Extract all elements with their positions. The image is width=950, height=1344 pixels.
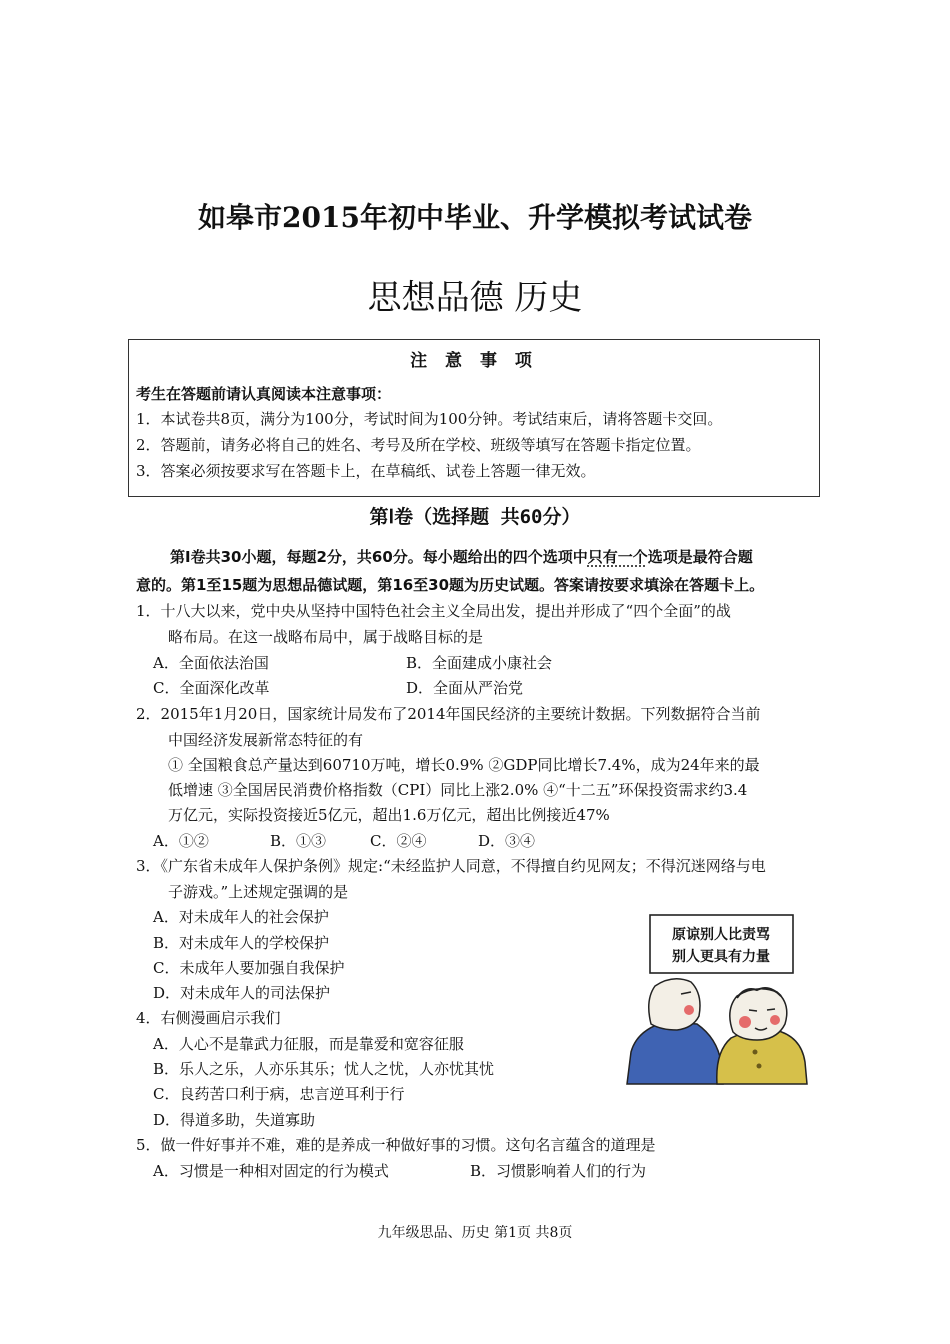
notice-item: 3．答案必须按要求写在答题卡上，在草稿纸、试卷上答题一律无效。 — [136, 462, 596, 480]
question-2-cont: ① 全国粮食总产量达到60710万吨，增长0.9% ②GDP同比增长7.4%，成为24年来的最 — [168, 756, 760, 774]
question-4: 4．右侧漫画启示我们 — [136, 1009, 281, 1027]
notice-title: 注 意 事 项 — [410, 351, 538, 371]
caption-line-1: 原谅别人比责骂 — [672, 927, 770, 943]
section-instructions-line2: 意的。第1至15题为思想品德试题，第16至30题为历史试题。答案请按要求填涂在答题卡上。 — [136, 576, 765, 594]
option-a: A．全面依法治国 — [153, 654, 269, 672]
exam-subject: 思想品德 历史 — [367, 278, 583, 318]
option-b: B．对未成年人的学校保护 — [153, 934, 330, 952]
instr-part: 选项是最符合题 — [647, 548, 753, 566]
right-person-cheek — [739, 1016, 751, 1028]
question-2-cont: 万亿元，实际投资接近5亿元，超出1.6万亿元，超出比例接近47% — [168, 806, 610, 824]
question-2: 2．2015年1月20日，国家统计局发布了2014年国民经济的主要统计数据。下列数据符合当前 — [136, 705, 761, 723]
exam-title: 如皋市2015年初中毕业、升学模拟考试试卷 — [198, 201, 752, 234]
right-person-cheek — [770, 1015, 780, 1025]
cartoon-drawing — [625, 912, 815, 1087]
question-1-cont: 略布局。在这一战略布局中，属于战略目标的是 — [168, 628, 484, 646]
option-d: D．③④ — [478, 832, 536, 850]
caption-line-2: 别人更具有力量 — [672, 949, 770, 965]
option-c: C．②④ — [370, 832, 427, 850]
question-2-cont: 中国经济发展新常态特征的有 — [168, 731, 364, 749]
left-person-body — [627, 1022, 723, 1084]
option-b: B．①③ — [270, 832, 327, 850]
instr-emphasis: 只有一个 — [587, 548, 648, 566]
left-person-head — [649, 979, 700, 1030]
question-2-cont: 低增速 ③全国居民消费价格指数（CPI）同比上涨2.0% ④“十二五”环保投资需求约3.4 — [168, 781, 748, 799]
option-a: A．对未成年人的社会保护 — [153, 908, 329, 926]
option-d: D．全面从严治党 — [406, 679, 524, 697]
option-d: D．得道多助，失道寡助 — [153, 1111, 316, 1129]
notice-item: 1．本试卷共8页，满分为100分，考试时间为100分钟。考试结束后，请将答题卡交回。 — [136, 410, 723, 428]
question-3: 3．《广东省未成年人保护条例》规定:“未经监护人同意，不得擅自约见网友；不得沉迷网络与电 — [136, 857, 766, 875]
option-b: B．习惯影响着人们的行为 — [470, 1162, 647, 1180]
question-1: 1．十八大以来，党中央从坚持中国特色社会主义全局出发，提出并形成了“四个全面”的战 — [136, 602, 731, 620]
option-c: C．全面深化改革 — [153, 679, 270, 697]
button-dot — [753, 1050, 758, 1055]
option-a: A．①② — [153, 832, 209, 850]
question-5: 5．做一件好事并不难，难的是养成一种做好事的习惯。这句名言蕴含的道理是 — [136, 1136, 656, 1154]
button-dot — [757, 1064, 762, 1069]
option-d: D．对未成年人的司法保护 — [153, 984, 331, 1002]
cartoon-illustration — [625, 912, 815, 1087]
section-title: 第Ⅰ卷（选择题 共60分） — [369, 506, 581, 528]
option-a: A．习惯是一种相对固定的行为模式 — [153, 1162, 389, 1180]
option-a: A．人心不是靠武力征服，而是靠爱和宽容征服 — [153, 1035, 464, 1053]
option-b: B．全面建成小康社会 — [406, 654, 553, 672]
section-instructions — [170, 546, 753, 567]
left-person-cheek — [684, 1005, 694, 1015]
notice-lead: 考生在答题前请认真阅读本注意事项： — [136, 385, 392, 403]
option-c: C．良药苦口利于病，忠言逆耳利于行 — [153, 1085, 405, 1103]
option-b: B．乐人之乐，人亦乐其乐；忧人之忧，人亦忧其忧 — [153, 1060, 495, 1078]
page-footer: 九年级思品、历史 第1页 共8页 — [377, 1225, 573, 1241]
instr-part: 第Ⅰ卷共30小题，每题2分，共60分。每小题给出的四个选项中 — [170, 548, 588, 566]
question-3-cont: 子游戏。”上述规定强调的是 — [168, 883, 349, 901]
notice-item: 2．答题前，请务必将自己的姓名、考号及所在学校、班级等填写在答题卡指定位置。 — [136, 436, 701, 454]
option-c: C．未成年人要加强自我保护 — [153, 959, 345, 977]
